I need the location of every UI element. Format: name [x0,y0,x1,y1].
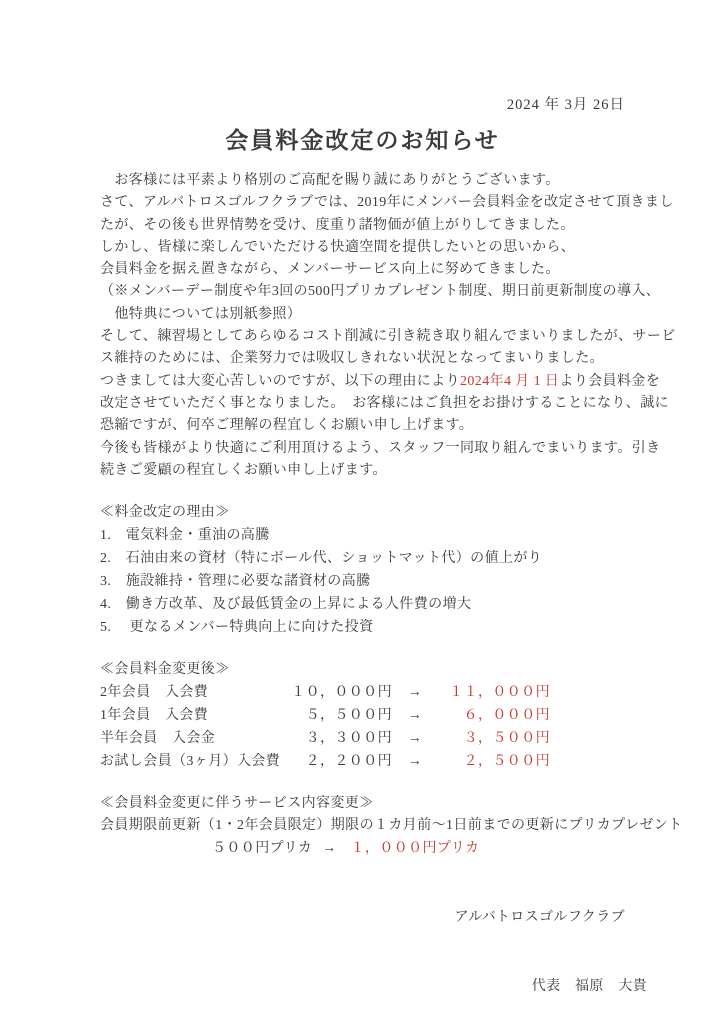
body-line: 続きご愛顧の程宜しくお願い申し上げます。 [100,462,387,478]
arrow-right-icon: → [407,708,423,724]
body-line: しかし、皆様に楽しんでいただける快適空間を提供したいとの思いから、 [100,239,576,255]
reason-item: 4. 働き方改革、及び最低賃金の上昇による人件費の増大 [100,597,472,613]
effective-date-highlight: 2024年4 月 1 日 [460,373,560,389]
fee-new-price: ２，５００円 [463,754,550,770]
service-change-section [100,793,683,860]
reason-item: 3. 施設維持・管理に必要な諸資材の高騰 [100,574,371,590]
reason-item: 2. 石油由来の資材（特にボール代、ショットマット代）の値上がり [100,551,543,567]
fee-old-price: ５，５００円 [305,708,392,724]
fee-new-price: １１，０００円 [449,685,550,701]
fee-label: 2年会員 入会費 [100,685,209,701]
reasons-heading: ≪料金改定の理由≫ [100,505,230,521]
signature-block [100,860,647,1024]
document-title: 会員料金改定のお知らせ [225,128,500,153]
fee-old-price: ２，２００円 [305,754,392,770]
body-line: 会員料金を据え置きながら、メンバーサービス向上に努めてきました。 [100,262,560,278]
prepaid-old-value: ５００円プリカ [212,840,313,856]
fee-new-price: ３，５００円 [463,731,550,747]
document-date: 2024 年 3月 26日 [506,97,625,113]
body-line: お客様には平素より格別のご高配を賜り誠にありがとうございます。 [100,173,560,188]
service-heading: ≪会員料金変更に伴うサービス内容変更≫ [100,796,374,812]
arrow-right-icon: → [407,685,423,701]
fees-section [100,659,625,773]
fee-row [100,681,625,704]
prepaid-new-value: １，０００円プリカ [350,840,480,856]
body-line-effective-date [100,371,661,393]
reason-item: 5. 更なるメンバー特典向上に向けた投資 [100,620,374,636]
arrow-right-icon: → [322,840,337,856]
effective-date-prefix: つきましては大変心苦しいのですが、以下の理由により [100,373,460,389]
effective-date-suffix: より会員料金を [559,373,661,389]
body-line: ス維持のためには、企業努力では吸収しきれない状況となってまいりました。 [100,351,604,367]
arrow-right-icon: → [407,754,423,770]
fee-label: お試し会員（3ヶ月）入会費 [100,754,281,770]
fees-heading: ≪会員料金変更後≫ [100,662,230,678]
fee-row [100,704,625,727]
body-line: 改定させていただく事となりました。 お客様にはご負担をお掛けすることになり、誠に [100,395,669,411]
reasons-section [100,502,625,639]
fee-old-price: ３，３００円 [305,731,392,747]
body-line: そして、練習場としてあらゆるコスト削減に引き続き取り組んでまいりましたが、サービ [100,329,676,345]
fee-label: 1年会員 入会費 [100,708,209,724]
fee-row [100,750,625,773]
body-line: 今後も皆様がより快適にご利用頂けるよう、スタッフ一同取り組んでまいります。引き [100,440,661,456]
company-name: アルバトロスゴルフクラブ [454,910,625,926]
representative-name: 代表 福原 大貴 [531,979,647,995]
fee-label: 半年会員 入会金 [100,731,216,747]
prepaid-card-change [100,838,625,861]
fee-new-price: ６，０００円 [463,708,550,724]
body-line: さて、アルバトロスゴルフクラブでは、2019年にメンバー会員料金を改定させて頂きまし [100,195,674,211]
fee-old-price: １０，０００円 [291,685,392,701]
body-line: たが、その後も世界情勢を受け、度重り諸物価が値上がりしてきました。 [100,217,575,233]
reason-item: 1. 電気料金・重油の高騰 [100,528,270,544]
body-line: 恐縮ですが、何卒ご理解の程宜しくお願い申し上げます。 [100,418,474,434]
body-text [100,170,676,482]
fee-row [100,727,625,750]
service-description: 会員期限前更新（1・2年会員限定）期限の１カ月前～1日前までの更新にプリカプレゼント [100,818,683,834]
body-line: 他特典については別紙参照） [100,306,302,322]
body-line: （※メンバーデー制度や年3回の500円プリカプレゼント制度、期日前更新制度の導入、 [100,284,661,300]
arrow-right-icon: → [407,731,423,747]
